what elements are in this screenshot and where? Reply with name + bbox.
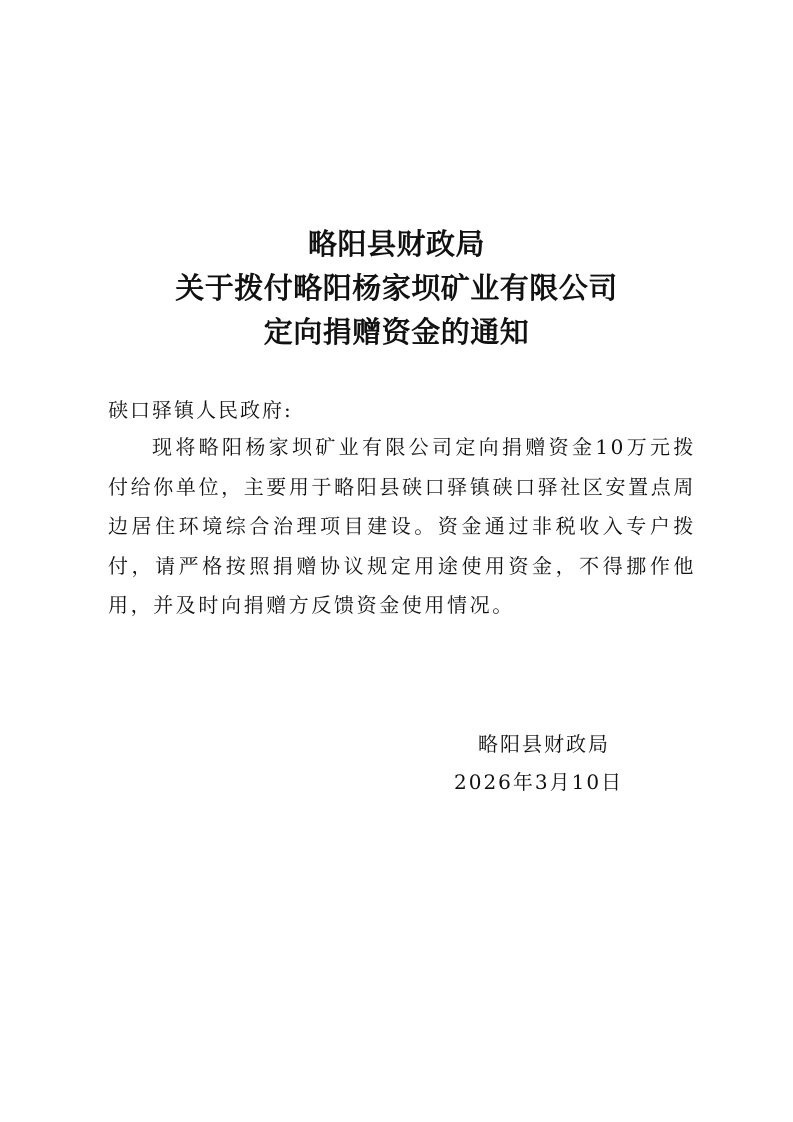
- title-line-1: 略阳县财政局: [307, 227, 485, 261]
- title-line-2: 关于拨付略阳杨家坝矿业有限公司: [175, 271, 618, 305]
- body-paragraph: 现将略阳杨家坝矿业有限公司定向捐赠资金10万元拨付给你单位，主要用于略阳县硖口驿镇硖口驿社区安置点周边居住环境综合治理项目建设。资金通过非税收入专户拨付，请严格按照捐赠协议规定用途使用资金，不得挪作他用，并及时向捐赠方反馈资金使用情况。: [108, 435, 696, 617]
- document-title: [0, 222, 793, 354]
- addressee: 硖口驿镇人民政府:: [108, 398, 293, 422]
- signature-date: 2026年3月10日: [454, 770, 624, 794]
- signature-organization: 略阳县财政局: [478, 732, 610, 756]
- title-line-3: 定向捐赠资金的通知: [263, 315, 530, 349]
